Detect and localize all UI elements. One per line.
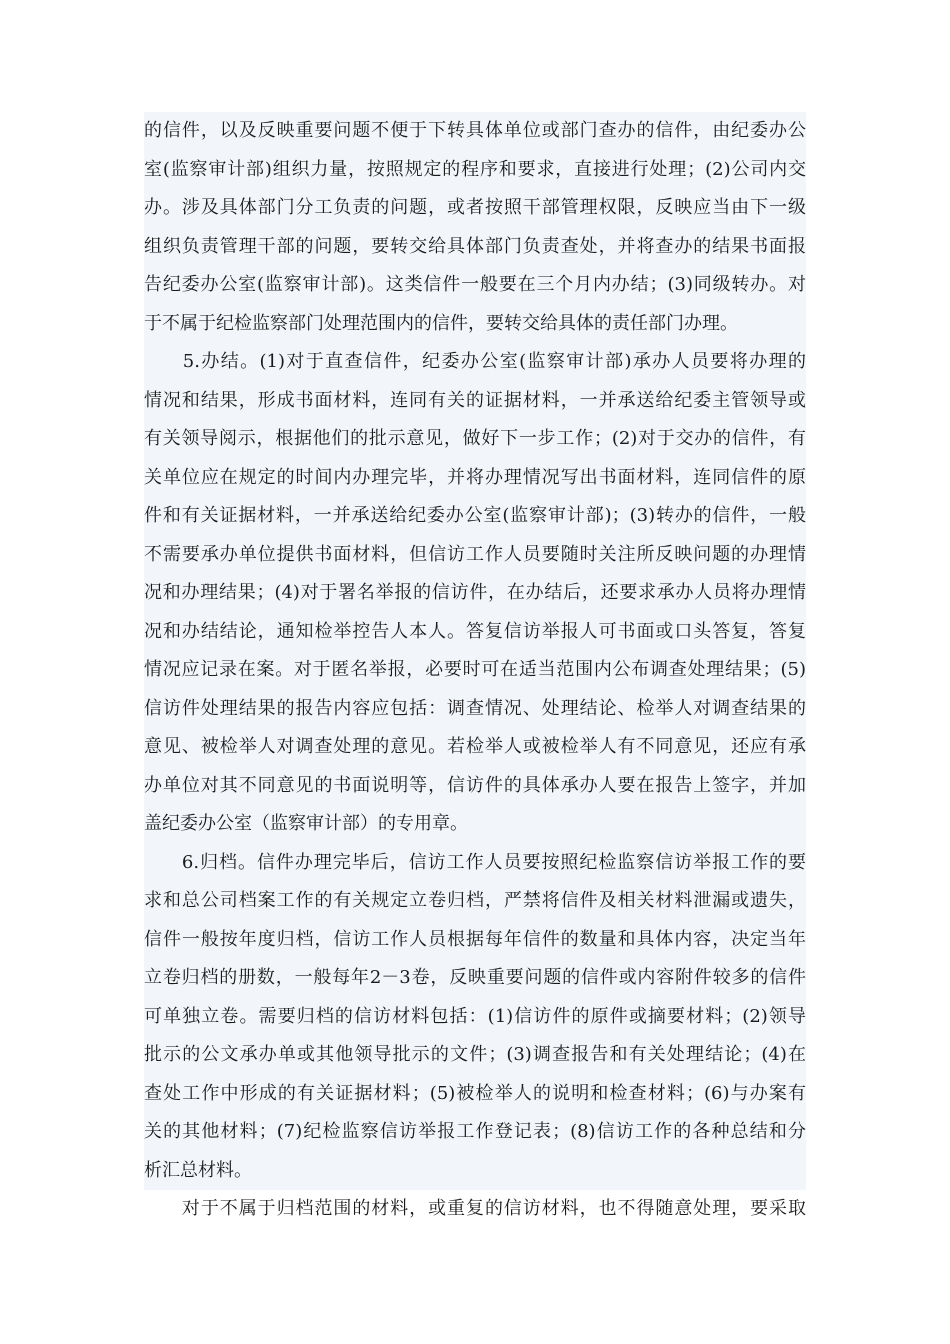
text-line: 告纪委办公室(监察审计部)。这类信件一般要在三个月内办结；(3)同级转办。对 [144,274,806,295]
paragraph-p-6 [144,844,806,1191]
text-line: 有关领导阅示，根据他们的批示意见，做好下一步工作；(2)对于交办的信件，有 [144,428,806,449]
text-line: 不需要承办单位提供书面材料，但信访工作人员要随时关注所反映问题的办理情 [144,543,806,565]
text-line: 于不属于纪检监察部门处理范围内的信件，要转交给具体的责任部门办理。 [144,312,738,334]
text-line: 批示的公文承办单或其他领导批示的文件；(3)调查报告和有关处理结论；(4)在 [144,1044,806,1065]
text-line: 的信件，以及反映重要问题不便于下转具体单位或部门查办的信件，由纪委办公 [144,120,806,141]
text-line: 况和办结结论，通知检举控告人本人。答复信访举报人可书面或口头答复，答复 [144,620,806,642]
text-line: 组织负责管理干部的问题，要转交给具体部门负责查处，并将查办的结果书面报 [144,235,806,257]
paragraph-p-7 [144,1190,806,1229]
text-line: 立卷归档的册数，一般每年2－3卷，反映重要问题的信件或内容附件较多的信件 [144,967,806,988]
document-body [144,112,806,1219]
text-line: 办。涉及具体部门分工负责的问题，或者按照干部管理权限，反映应当由下一级 [144,197,806,218]
text-line: 查处工作中形成的有关证据材料；(5)被检举人的说明和检查材料；(6)与办案有 [144,1082,806,1104]
text-line: 件和有关证据材料，一并承送给纪委办公室(监察审计部)；(3)转办的信件，一般 [144,505,806,526]
text-line: 5.办结。(1)对于直查信件，纪委办公室(监察审计部)承办人员要将办理的 [144,351,806,372]
text-line: 对于不属于归档范围的材料，或重复的信访材料，也不得随意处理，要采取 [144,1198,806,1219]
paragraph-p-5 [144,343,806,844]
text-line: 可单独立卷。需要归档的信访材料包括：(1)信访件的原件或摘要材料；(2)领导 [144,1005,806,1027]
text-line: 办单位对其不同意见的书面说明等，信访件的具体承办人要在报告上签字，并加 [144,774,806,796]
text-line: 盖纪委办公室（监察审计部）的专用章。 [144,813,468,834]
paragraph-p-continued [144,112,806,343]
text-line: 求和总公司档案工作的有关规定立卷归档，严禁将信件及相关材料泄漏或遗失， [144,890,806,911]
text-line: 情况应记录在案。对于匿名举报，必要时可在适当范围内公布调查处理结果；(5) [144,659,806,680]
text-line: 信件一般按年度归档，信访工作人员根据每年信件的数量和具体内容，决定当年 [144,928,806,950]
text-line: 情况和结果，形成书面材料，连同有关的证据材料，一并承送给纪委主管领导或 [144,389,806,411]
text-line: 意见、被检举人对调查处理的意见。若检举人或被检举人有不同意见，还应有承 [144,736,806,757]
text-line: 信访件处理结果的报告内容应包括：调查情况、处理结论、检举人对调查结果的 [144,697,806,719]
text-line: 6.归档。信件办理完毕后，信访工作人员要按照纪检监察信访举报工作的要 [144,851,806,873]
text-line: 析汇总材料。 [144,1159,252,1181]
text-line: 室(监察审计部)组织力量，按照规定的程序和要求，直接进行处理；(2)公司内交 [144,158,806,180]
text-line: 关单位应在规定的时间内办理完毕，并将办理情况写出书面材料，连同信件的原 [144,466,806,488]
text-line: 关的其他材料；(7)纪检监察信访举报工作登记表；(8)信访工作的各种总结和分 [144,1121,806,1142]
text-line: 况和办理结果；(4)对于署名举报的信访件，在办结后，还要求承办人员将办理情 [144,582,806,603]
